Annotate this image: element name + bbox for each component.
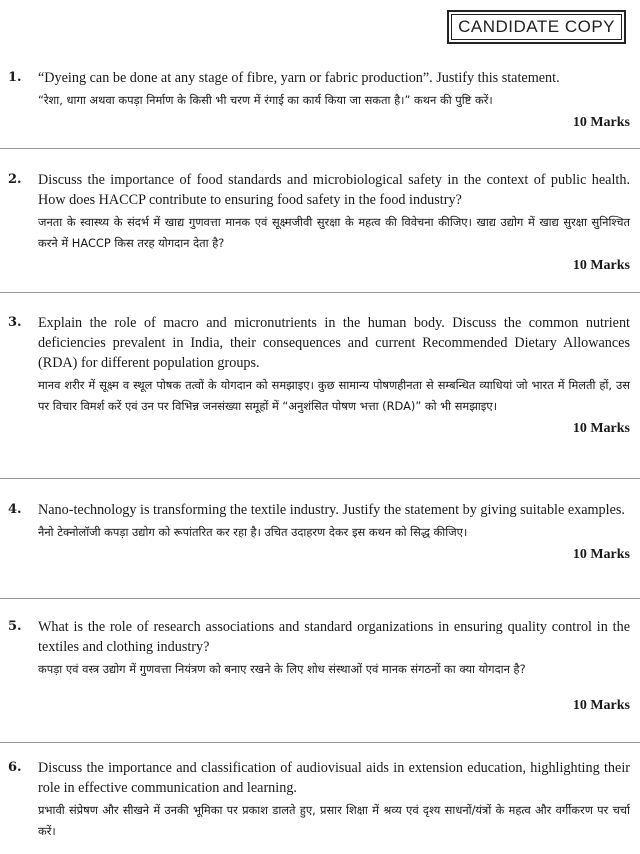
question-text-english: Discuss the importance of food standards and microbiological safety in the context of public health. How does HACCP contribute to ensuring food safety in the food industry? bbox=[38, 172, 630, 208]
marks-label: 10 Marks bbox=[572, 547, 630, 562]
divider bbox=[0, 292, 640, 293]
candidate-copy-stamp bbox=[447, 10, 626, 44]
divider bbox=[0, 742, 640, 743]
question-text-english: Discuss the importance and classification of audiovisual aids in extension education, highlighting their role in effective communication and learning. bbox=[38, 760, 630, 796]
divider bbox=[0, 598, 640, 599]
question-number: 4. bbox=[8, 502, 22, 517]
question-body bbox=[38, 170, 630, 274]
marks-label: 10 Marks bbox=[572, 698, 630, 713]
question-number: 6. bbox=[8, 760, 22, 775]
question-number: 2. bbox=[8, 172, 22, 187]
question-text-english: Explain the role of macro and micronutrients in the human body. Discuss the common nutrient deficiencies prevalent in India, their consequences and current Recommended Dietary Allowances (RDA) for different population groups. bbox=[38, 315, 630, 371]
question-number: 1. bbox=[8, 70, 22, 85]
divider bbox=[0, 478, 640, 479]
question-body bbox=[38, 617, 630, 714]
question-text-hindi: जनता के स्वास्थ्य के संदर्भ में खाद्य गुणवत्ता मानक एवं सूक्ष्मजीवी सुरक्षा के महत्व की विवेचना कीजिए। खाद्य उद्योग में खाद्य सुरक्षा सुनिश्चित करने में HACCP किस तरह योगदान देता है? bbox=[38, 215, 630, 250]
marks-label: 10 Marks bbox=[572, 421, 630, 436]
question-text-english: “Dyeing can be done at any stage of fibre, yarn or fabric production”. Justify this statement. bbox=[38, 70, 560, 86]
question-text-english: What is the role of research associations and standard organizations in ensuring quality control in the textiles and clothing industry? bbox=[38, 619, 630, 655]
question-text-hindi: प्रभावी संप्रेषण और सीखने में उनकी भूमिका पर प्रकाश डालते हुए, प्रसार शिक्षा में श्रव्य एवं दृश्य साधनों/यंत्रों के महत्व और वर्गीकरण पर चर्चा करें। bbox=[38, 803, 630, 838]
question-number: 3. bbox=[8, 315, 22, 330]
question-body bbox=[38, 313, 630, 437]
marks-label: 10 Marks bbox=[572, 258, 630, 273]
question-number: 5. bbox=[8, 619, 22, 634]
question-text-hindi: “रेशा, धागा अथवा कपड़ा निर्माण के किसी भी चरण में रंगाई का कार्य किया जा सकता है।” कथन की पुष्टि करें। bbox=[38, 93, 493, 107]
question-body bbox=[38, 758, 630, 842]
question-text-english: Nano-technology is transforming the textile industry. Justify the statement by giving suitable examples. bbox=[38, 502, 625, 518]
question-text-hindi: नैनो टेक्नोलॉजी कपड़ा उद्योग को रूपांतरित कर रहा है। उचित उदाहरण देकर इस कथन को सिद्ध कीजिए। bbox=[38, 525, 468, 539]
question-body bbox=[38, 500, 630, 563]
question-body bbox=[38, 68, 630, 131]
question-text-hindi: मानव शरीर में सूक्ष्म व स्थूल पोषक तत्वों के योगदान को समझाइए। कुछ सामान्य पोषणहीनता से सम्बन्धित व्याधियां जो भारत में मिलती हों, उस पर विचार विमर्श करें एवं उन पर विभिन्न जनसंख्या समूहों में “अनुशंसित पोषण भत्ता (RDA)” को भी समझाइए। bbox=[38, 378, 630, 413]
stamp-label: CANDIDATE COPY bbox=[451, 14, 622, 40]
divider bbox=[0, 148, 640, 149]
question-text-hindi: कपड़ा एवं वस्त्र उद्योग में गुणवत्ता नियंत्रण को बनाए रखने के लिए शोध संस्थाओं एवं मानक संगठनों का क्या योगदान है? bbox=[38, 662, 526, 676]
marks-label: 10 Marks bbox=[572, 115, 630, 130]
